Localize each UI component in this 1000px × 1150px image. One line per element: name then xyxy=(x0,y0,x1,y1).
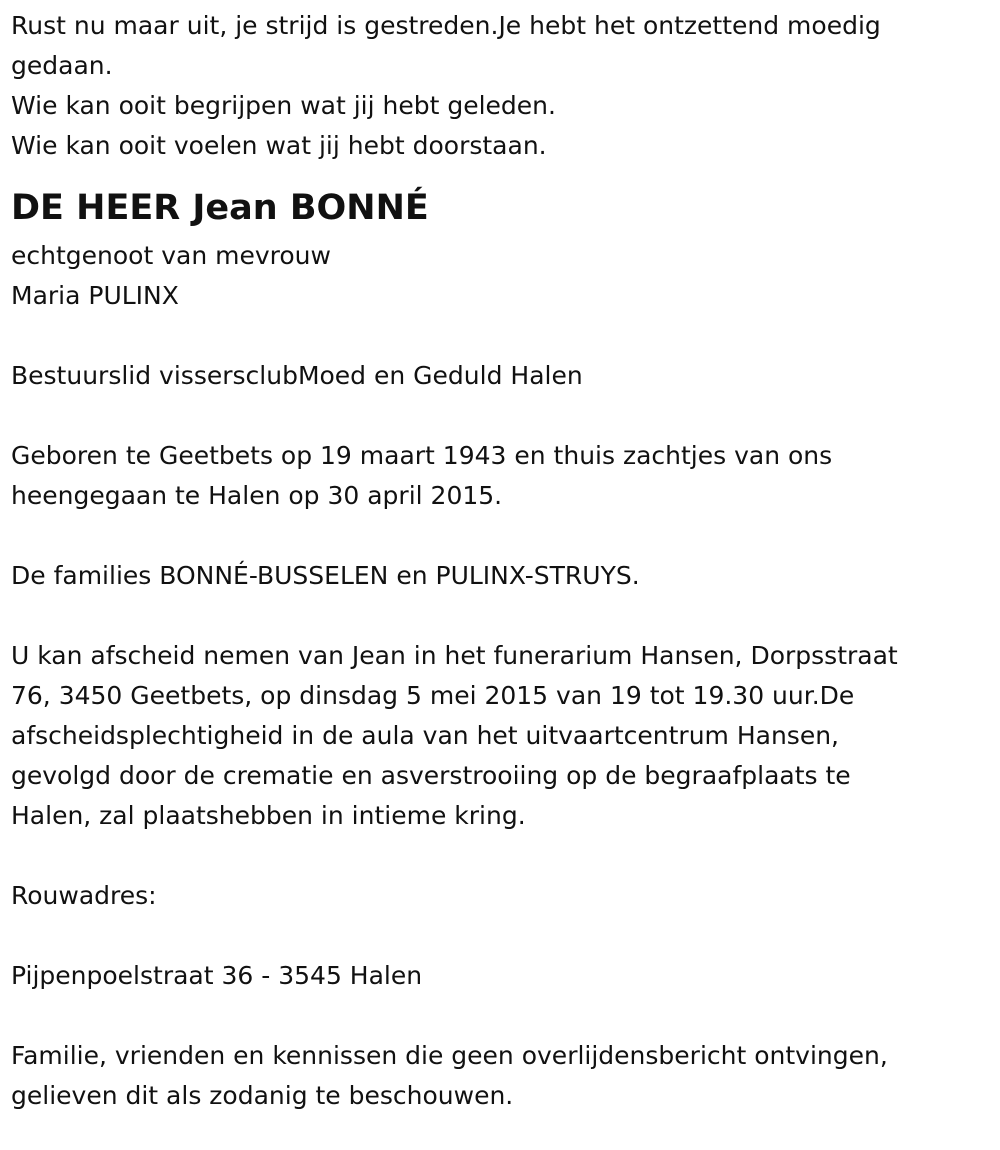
poem-line: Wie kan ooit begrijpen wat jij hebt geleden. xyxy=(11,91,556,120)
deceased-name: DE HEER Jean BONNÉ xyxy=(11,188,429,228)
closing-line: gelieven dit als zodanig te beschouwen. xyxy=(11,1081,514,1110)
spacer xyxy=(11,996,960,1036)
closing-note xyxy=(11,1036,960,1116)
spacer xyxy=(11,596,960,636)
poem-line: Wie kan ooit voelen wat jij hebt doorstaan. xyxy=(11,131,547,160)
birth-death-line: Geboren te Geetbets op 19 maart 1943 en thuis zachtjes van ons xyxy=(11,441,833,470)
mourning-address: Pijpenpoelstraat 36 - 3545 Halen xyxy=(11,961,423,990)
birth-death-line: heengegaan te Halen op 30 april 2015. xyxy=(11,481,503,510)
spacer xyxy=(11,316,960,356)
mourning-address-label: Rouwadres: xyxy=(11,881,157,910)
farewell-line: gevolgd door de crematie en asverstrooiing op de begraafplaats te xyxy=(11,761,851,790)
poem-line: gedaan. xyxy=(11,51,113,80)
farewell-line: Halen, zal plaatshebben in intieme kring. xyxy=(11,801,526,830)
farewell-line: afscheidsplechtigheid in de aula van het uitvaartcentrum Hansen, xyxy=(11,721,840,750)
spacer xyxy=(11,396,960,436)
families-text: De families BONNÉ-BUSSELEN en PULINX-STRUYS. xyxy=(11,561,640,590)
spouse-name: Maria PULINX xyxy=(11,281,179,310)
spacer xyxy=(11,916,960,956)
farewell-info xyxy=(11,636,960,836)
spouse-info xyxy=(11,236,960,316)
closing-line: Familie, vrienden en kennissen die geen overlijdensbericht ontvingen, xyxy=(11,1041,888,1070)
role-text: Bestuurslid vissersclubMoed en Geduld Halen xyxy=(11,361,583,390)
birth-death-info xyxy=(11,436,960,516)
farewell-line: 76, 3450 Geetbets, op dinsdag 5 mei 2015 van 19 tot 19.30 uur.De xyxy=(11,681,855,710)
poem xyxy=(11,6,960,166)
farewell-line: U kan afscheid nemen van Jean in het funerarium Hansen, Dorpsstraat xyxy=(11,641,898,670)
poem-line: Rust nu maar uit, je strijd is gestreden.Je hebt het ontzettend moedig xyxy=(11,11,881,40)
spouse-line: echtgenoot van mevrouw xyxy=(11,241,331,270)
spacer xyxy=(11,836,960,876)
spacer xyxy=(11,516,960,556)
